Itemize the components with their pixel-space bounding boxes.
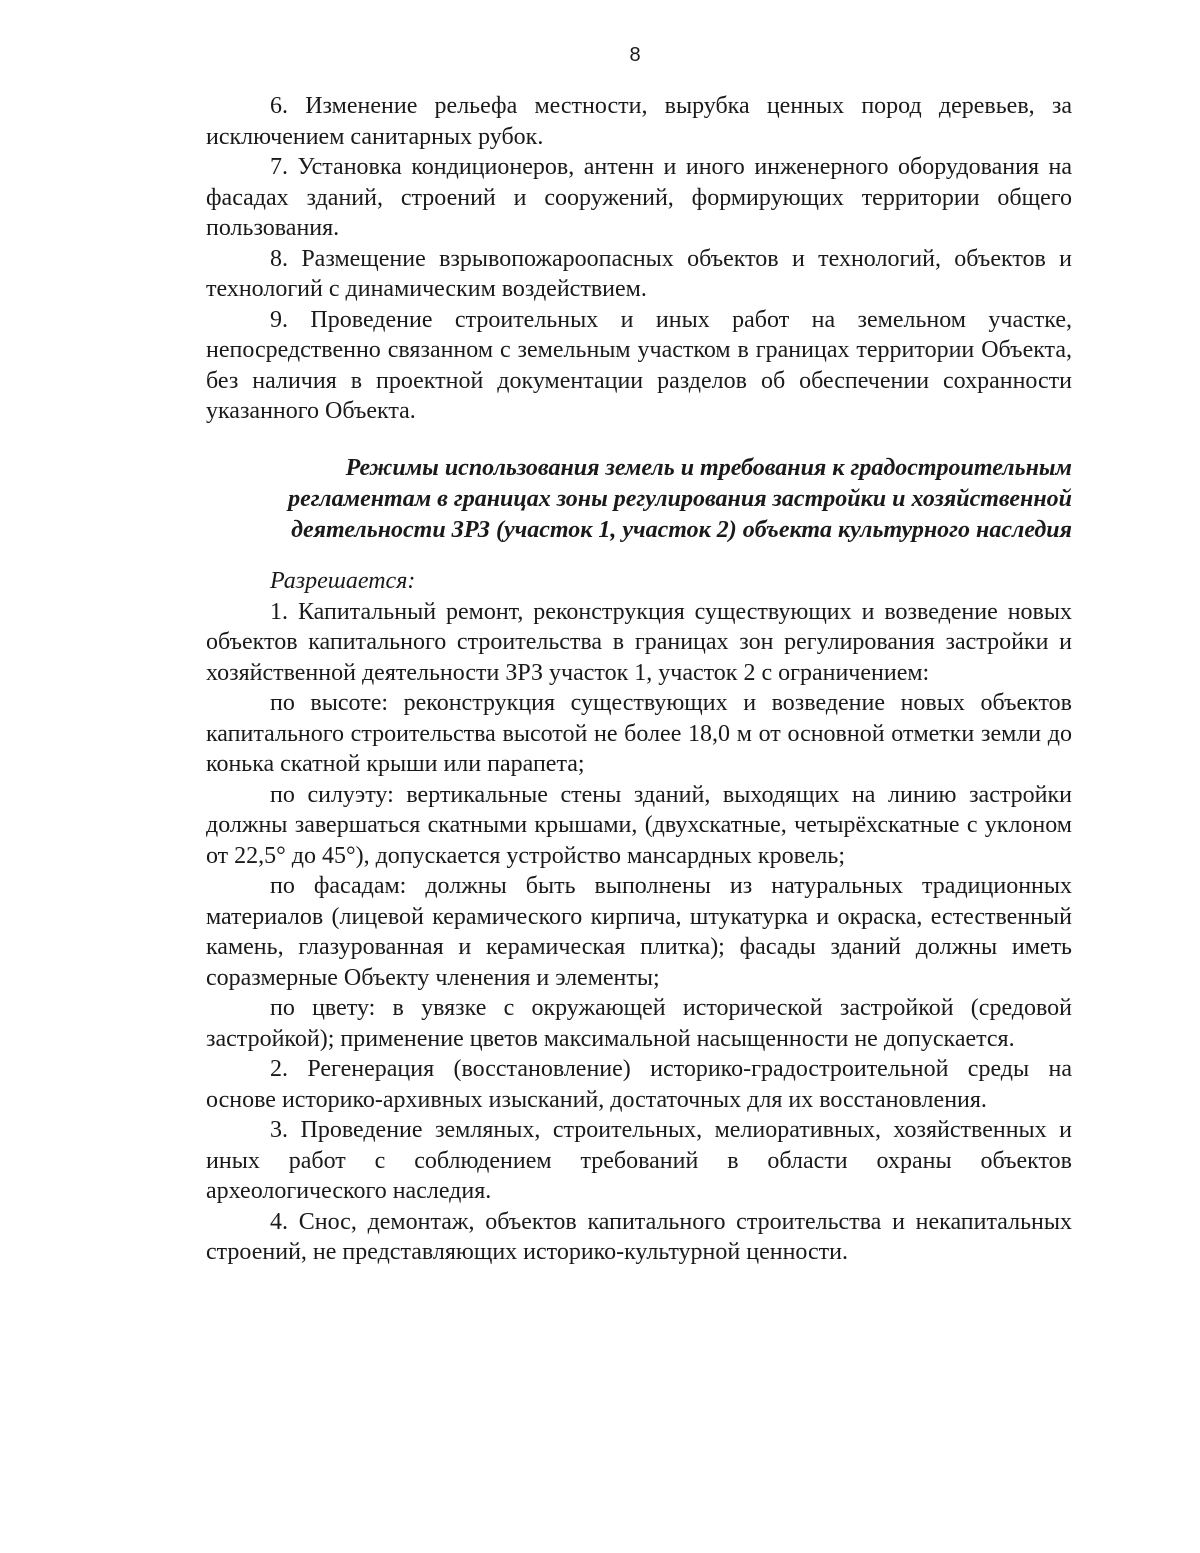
section-title-line-2: регламентам в границах зоны регулирования застройки и хозяйственной <box>288 486 1072 512</box>
allowed-label: Разрешается: <box>270 568 416 594</box>
paragraph-allowed-2: 2. Регенерация (восстановление) историко-градостроительной среды на основе историко-архивных изысканий, достаточных для их восстановления. <box>206 1056 1072 1113</box>
section-title-line-3: деятельности ЗРЗ (участок 1, участок 2) объекта культурного наследия <box>291 517 1072 543</box>
paragraph-silhouette: по силуэту: вертикальные стены зданий, выходящих на линию застройки должны завершаться скатными крышами, (двухскатные, четырёхскатные с уклоном от 22,5° до 45°), допускается устройство мансардных кровель; <box>206 781 1072 869</box>
paragraph-8: 8. Размещение взрывопожароопасных объектов и технологий, объектов и технологий с динамическим воздействием. <box>206 245 1072 302</box>
page-number: 8 <box>629 44 641 66</box>
paragraph-9: 9. Проведение строительных и иных работ на земельном участке, непосредственно связанном с земельным участком в границах территории Объекта, без наличия в проектной документации разделов об обеспечении сохранности указанного Объекта. <box>206 306 1072 424</box>
section-title-line-1: Режимы использования земель и требования к градостроительным <box>345 455 1072 481</box>
paragraph-height: по высоте: реконструкция существующих и возведение новых объектов капитального строительства высотой не более 18,0 м от основной отметки земли до конька скатной крыши или парапета; <box>206 690 1072 777</box>
paragraph-color: по цвету: в увязке с окружающей исторической застройкой (средовой застройкой); применение цветов максимальной насыщенности не допускается. <box>206 995 1072 1052</box>
paragraph-allowed-1: 1. Капитальный ремонт, реконструкция существующих и возведение новых объектов капитального строительства в границах зон регулирования застройки и хозяйственной деятельности ЗРЗ участок 1, участок 2 с ограничением: <box>206 598 1072 686</box>
section-title <box>206 453 1072 546</box>
bottom-paragraphs <box>206 566 1072 1268</box>
top-paragraphs <box>206 91 1072 427</box>
paragraph-7: 7. Установка кондиционеров, антенн и иного инженерного оборудования на фасадах зданий, строений и сооружений, формирующих территории общего пользования. <box>206 154 1072 241</box>
paragraph-6: 6. Изменение рельефа местности, вырубка ценных пород деревьев, за исключением санитарных рубок. <box>206 93 1072 150</box>
paragraph-allowed-3: 3. Проведение земляных, строительных, мелиоративных, хозяйственных и иных работ с соблюдением требований в области охраны объектов археологического наследия. <box>206 1117 1072 1204</box>
paragraph-allowed-4: 4. Снос, демонтаж, объектов капитального строительства и некапитальных строений, не представляющих историко-культурной ценности. <box>206 1208 1072 1265</box>
paragraph-facades: по фасадам: должны быть выполнены из натуральных традиционных материалов (лицевой керамического кирпича, штукатурка и окраска, естественный камень, глазурованная и керамическая плитка); фасады зданий должны иметь соразмерные Объекту членения и элементы; <box>206 873 1072 991</box>
